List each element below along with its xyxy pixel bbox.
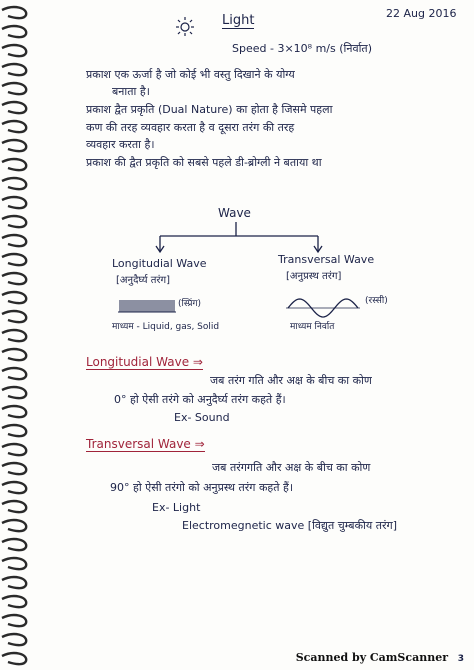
left-branch-example: (स्प्रिंग) <box>178 299 202 309</box>
longitudinal-line-2: 0° हो ऐसी तरंगे को अनुदैर्घ्य तरंग कहते हैं। <box>114 393 286 406</box>
transversal-heading: Transversal Wave ⇒ <box>86 437 205 451</box>
left-branch-hindi: [अनुदैर्घ्य तरंग] <box>116 275 171 286</box>
para-2-line-3: व्यवहार करता है। <box>86 138 155 151</box>
transversal-example-2: Electromegnetic wave [विद्युत चुम्बकीय तरंग] <box>182 519 397 532</box>
longitudinal-heading: Longitudial Wave ⇒ <box>86 355 203 369</box>
scanner-watermark: Scanned by CamScanner <box>295 651 448 664</box>
para-1-line-2: बनाता है। <box>112 85 150 98</box>
page-title: Light <box>222 13 255 28</box>
transversal-line-1: जब तरंगगति और अक्ष के बीच का कोण <box>212 461 371 474</box>
right-branch-title: Transversal Wave <box>278 253 375 266</box>
tree-root-wave: Wave <box>218 206 251 220</box>
page-number: 3 <box>457 654 464 664</box>
longitudinal-example: Ex- Sound <box>174 411 230 424</box>
longitudinal-line-1: जब तरंग गति और अक्ष के बीच का कोण <box>210 374 372 387</box>
transversal-example: Ex- Light <box>152 501 201 514</box>
speed-of-light: Speed - 3×10⁸ m/s (निर्वात) <box>232 42 372 55</box>
para-1-line-1: प्रकाश एक ऊर्जा है जो कोई भी वस्तु दिखाने के योग्य <box>86 68 295 81</box>
para-3-line-1: प्रकाश की द्वैत प्रकृति को सबसे पहले डी-ब्रोग्ली ने बताया था <box>86 156 322 169</box>
right-branch-medium: माध्यम निर्वात <box>290 322 335 332</box>
transversal-line-2: 90° हो ऐसी तरंगो को अनुप्रस्थ तरंग कहते हैं। <box>110 481 294 494</box>
right-branch-example: (रस्सी) <box>365 296 388 306</box>
left-branch-title: Longitudial Wave <box>112 257 207 270</box>
right-branch-hindi: [अनुप्रस्थ तरंग] <box>286 271 342 282</box>
para-2-line-1: प्रकाश द्वैत प्रकृति (Dual Nature) का होता है जिसमे पहला <box>86 103 333 116</box>
page-date: 22 Aug 2016 <box>386 7 457 20</box>
para-2-line-2: कण की तरह व्यवहार करता है व दूसरा तरंग की तरह <box>86 121 295 134</box>
left-branch-medium: माध्यम - Liquid, gas, Solid <box>112 322 220 332</box>
